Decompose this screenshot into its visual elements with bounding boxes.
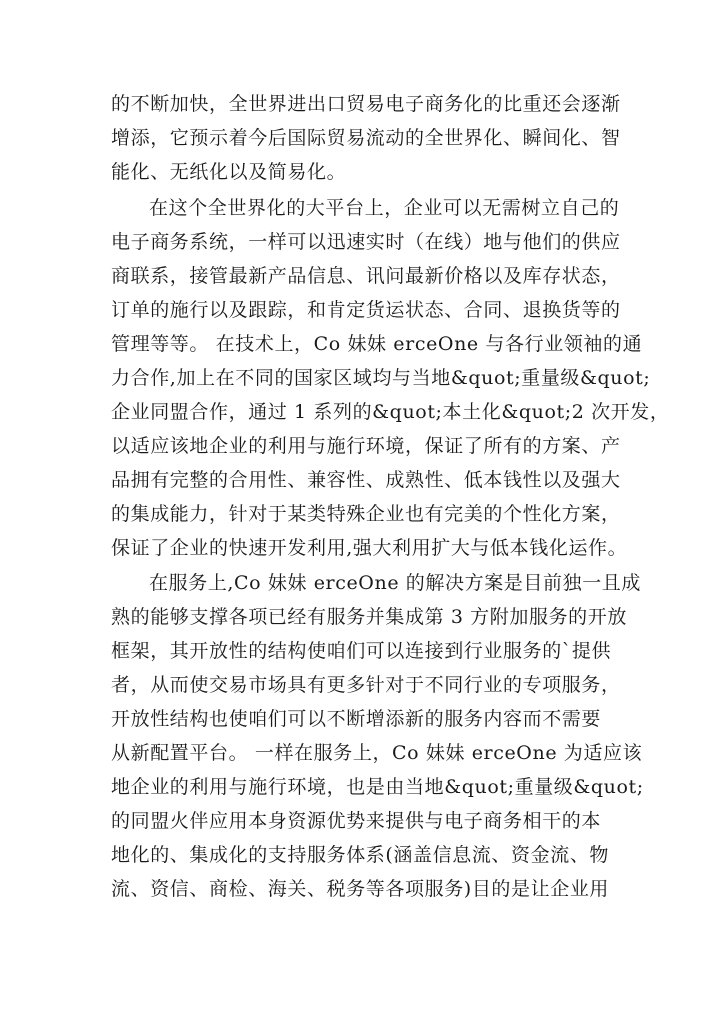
text-line: 商联系，接管最新产品信息、讯问最新价格以及库存状态， — [111, 265, 621, 287]
text-line: 流、资信、商检、海关、税务等各项服务)目的是让企业用 — [111, 878, 610, 900]
text-line: 地化的、集成化的支持服务体系(涵盖信息流、资金流、物 — [111, 844, 610, 866]
text-line: 的同盟火伴应用本身资源优势来提供与电子商务相干的本 — [111, 810, 602, 832]
paragraph-first-line: 在服务上,Co 妹妹 erceOne 的解决方案是目前独一且成 — [149, 572, 642, 594]
paragraph-first-line: 在这个全世界化的大平台上，企业可以无需树立自己的 — [149, 197, 620, 219]
text-line: 增添，它预示着今后国际贸易流动的全世界化、瞬间化、智 — [111, 127, 621, 149]
text-line: 力合作,加上在不同的国家区域均与当地&quot;重量级&quot; — [111, 367, 651, 389]
text-line: 开放性结构也使咱们可以不断增添新的服务内容而不需要 — [111, 708, 602, 730]
text-line: 的集成能力，针对于某类特殊企业也有完美的个性化方案， — [111, 503, 621, 525]
text-line: 电子商务系统，一样可以迅速实时（在线）地与他们的供应 — [111, 231, 621, 253]
text-line: 以适应该地企业的利用与施行环境，保证了所有的方案、产 — [111, 435, 621, 457]
text-line: 订单的施行以及跟踪，和肯定货运状态、合同、退换货等的 — [111, 299, 621, 321]
text-line: 管理等等。 在技术上，Co 妹妹 erceOne 与各行业领袖的通 — [111, 333, 643, 355]
text-line: 的不断加快，全世界进出口贸易电子商务化的比重还会逐渐 — [111, 93, 621, 115]
text-line: 保证了企业的快速开发利用,强大利用扩大与低本钱化运作。 — [111, 537, 628, 559]
text-line: 能化、无纸化以及简易化。 — [111, 161, 347, 183]
text-line: 熟的能够支撑各项已经有服务并集成第 3 方附加服务的开放 — [111, 606, 627, 628]
text-line: 地企业的利用与施行环境，也是由当地&quot;重量级&quot; — [111, 776, 644, 798]
text-line: 框架，其开放性的结构使咱们可以连接到行业服务的`提供 — [111, 640, 612, 662]
text-line: 企业同盟合作，通过 1 系列的&quot;本土化&quot;2 次开发， — [111, 401, 670, 423]
text-line: 从新配置平台。 一样在服务上，Co 妹妹 erceOne 为适应该 — [111, 742, 643, 764]
text-line: 品拥有完整的合用性、兼容性、成熟性、低本钱性以及强大 — [111, 469, 621, 491]
text-line: 者，从而使交易市场具有更多针对于不同行业的专项服务， — [111, 674, 621, 696]
